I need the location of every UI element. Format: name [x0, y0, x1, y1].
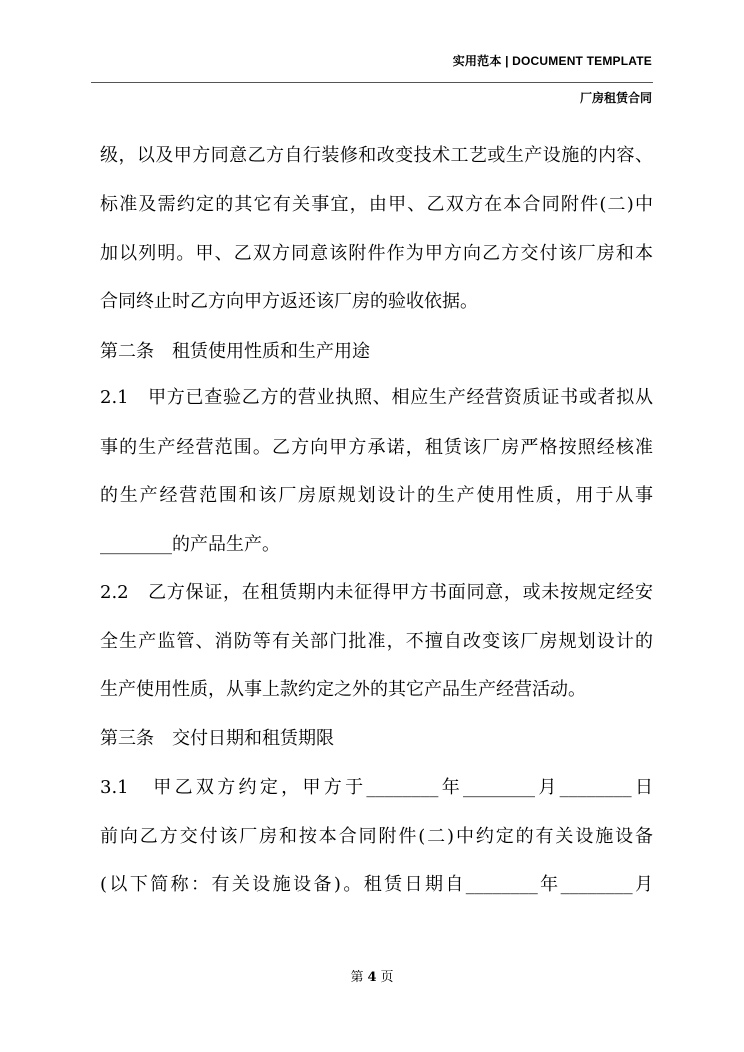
body-line: 生产使用性质，从事上款约定之外的其它产品生产经营活动。	[100, 679, 586, 700]
section-heading: 第二条 租赁使用性质和生产用途	[100, 341, 370, 362]
body-line: 的生产经营范围和该厂房原规划设计的生产使用性质，用于从事	[100, 485, 653, 506]
body-line: 2.2 乙方保证，在租赁期内未征得甲方书面同意，或未按规定经安	[100, 582, 653, 603]
body-line: 前向乙方交付该厂房和按本合同附件(二)中约定的有关设施设备	[100, 826, 653, 847]
body-line: 级，以及甲方同意乙方自行装修和改变技术工艺或生产设施的内容、	[100, 145, 653, 166]
header-divider	[91, 82, 653, 83]
page-number: 4	[367, 970, 377, 985]
body-line: 3.1 甲乙双方约定，甲方于________年________月________日	[100, 777, 653, 798]
body-line: 加以列明。甲、乙双方同意该附件作为甲方向乙方交付该厂房和本	[100, 243, 653, 264]
body-line: (以下简称：有关设施设备)。租赁日期自________年________月	[100, 874, 653, 895]
body-line: ________的产品生产。	[100, 534, 280, 555]
header-subtitle: 厂房租赁合同	[579, 91, 652, 105]
page-footer	[0, 966, 744, 985]
body-line: 事的生产经营范围。乙方向甲方承诺，租赁该厂房严格按照经核准	[100, 437, 653, 458]
body-line: 合同终止时乙方向甲方返还该厂房的验收依据。	[100, 291, 478, 312]
body-line: 标准及需约定的其它有关事宜，由甲、乙双方在本合同附件(二)中	[100, 194, 653, 215]
section-heading: 第三条 交付日期和租赁期限	[100, 728, 334, 749]
body-line: 2.1 甲方已查验乙方的营业执照、相应生产经营资质证书或者拟从	[100, 387, 653, 408]
header-title: 实用范本 | DOCUMENT TEMPLATE	[452, 54, 652, 68]
footer-prefix: 第	[350, 970, 364, 985]
body-line: 全生产监管、消防等有关部门批准，不擅自改变该厂房规划设计的	[100, 631, 653, 652]
footer-suffix: 页	[380, 970, 394, 985]
